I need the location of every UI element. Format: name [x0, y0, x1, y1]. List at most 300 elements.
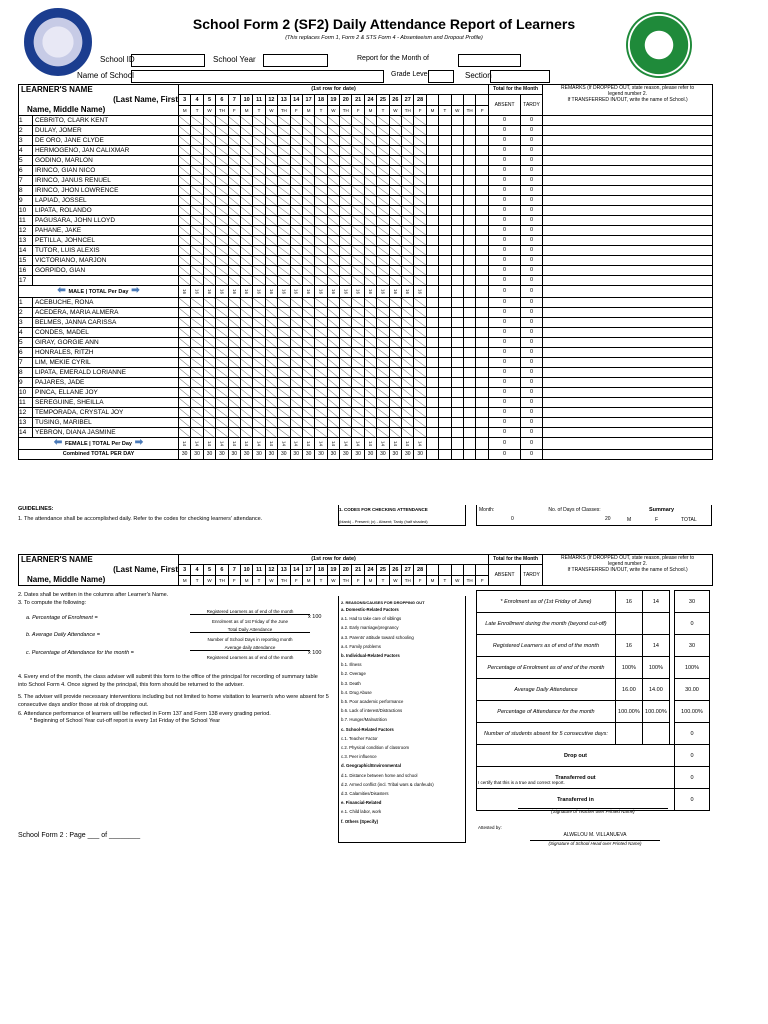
attendance-cell[interactable]: [228, 428, 240, 438]
attendance-cell[interactable]: [327, 328, 339, 338]
attendance-cell[interactable]: [476, 176, 489, 186]
attendance-cell[interactable]: [240, 206, 252, 216]
attendance-cell[interactable]: [265, 166, 277, 176]
remarks-cell[interactable]: [543, 156, 713, 166]
attendance-cell[interactable]: [203, 246, 215, 256]
attendance-cell[interactable]: [414, 166, 426, 176]
attendance-cell[interactable]: [414, 126, 426, 136]
attendance-cell[interactable]: [451, 266, 463, 276]
attendance-cell[interactable]: [352, 428, 364, 438]
attendance-cell[interactable]: [426, 246, 438, 256]
attendance-cell[interactable]: [265, 246, 277, 256]
remarks-cell[interactable]: [543, 176, 713, 186]
attendance-cell[interactable]: [265, 146, 277, 156]
remarks-cell[interactable]: [543, 136, 713, 146]
attendance-cell[interactable]: [364, 196, 376, 206]
attendance-cell[interactable]: [463, 136, 475, 146]
attendance-cell[interactable]: [216, 186, 228, 196]
attendance-cell[interactable]: [327, 408, 339, 418]
attendance-cell[interactable]: [216, 408, 228, 418]
attendance-cell[interactable]: [389, 328, 401, 338]
attendance-cell[interactable]: [402, 256, 414, 266]
attendance-cell[interactable]: [476, 378, 489, 388]
attendance-cell[interactable]: [278, 166, 290, 176]
attendance-cell[interactable]: [340, 226, 352, 236]
attendance-cell[interactable]: [315, 378, 327, 388]
attendance-cell[interactable]: [463, 226, 475, 236]
attendance-cell[interactable]: [302, 348, 314, 358]
attendance-cell[interactable]: [439, 388, 451, 398]
attendance-cell[interactable]: [402, 246, 414, 256]
attendance-cell[interactable]: [278, 246, 290, 256]
attendance-cell[interactable]: [302, 388, 314, 398]
attendance-cell[interactable]: [463, 276, 475, 286]
attendance-cell[interactable]: [253, 328, 265, 338]
attendance-cell[interactable]: [191, 166, 203, 176]
attendance-cell[interactable]: [315, 116, 327, 126]
attendance-cell[interactable]: [265, 126, 277, 136]
attendance-cell[interactable]: [439, 378, 451, 388]
attendance-cell[interactable]: [265, 256, 277, 266]
attendance-cell[interactable]: [340, 338, 352, 348]
remarks-cell[interactable]: [543, 428, 713, 438]
attendance-cell[interactable]: [451, 156, 463, 166]
attendance-cell[interactable]: [253, 206, 265, 216]
attendance-cell[interactable]: [240, 216, 252, 226]
attendance-cell[interactable]: [278, 428, 290, 438]
attendance-cell[interactable]: [426, 408, 438, 418]
attendance-cell[interactable]: [402, 176, 414, 186]
attendance-cell[interactable]: [179, 156, 191, 166]
attendance-cell[interactable]: [191, 298, 203, 308]
attendance-cell[interactable]: [439, 318, 451, 328]
attendance-cell[interactable]: [203, 398, 215, 408]
attendance-cell[interactable]: [302, 216, 314, 226]
attendance-cell[interactable]: [389, 256, 401, 266]
attendance-cell[interactable]: [253, 136, 265, 146]
attendance-cell[interactable]: [364, 136, 376, 146]
attendance-cell[interactable]: [377, 276, 389, 286]
remarks-cell[interactable]: [543, 246, 713, 256]
attendance-cell[interactable]: [463, 308, 475, 318]
attendance-cell[interactable]: [191, 126, 203, 136]
attendance-cell[interactable]: [402, 126, 414, 136]
attendance-cell[interactable]: [216, 226, 228, 236]
attendance-cell[interactable]: [179, 246, 191, 256]
attendance-cell[interactable]: [439, 298, 451, 308]
attendance-cell[interactable]: [265, 368, 277, 378]
attendance-cell[interactable]: [265, 216, 277, 226]
attendance-cell[interactable]: [302, 318, 314, 328]
attendance-cell[interactable]: [426, 226, 438, 236]
attendance-cell[interactable]: [364, 166, 376, 176]
remarks-cell[interactable]: [543, 398, 713, 408]
attendance-cell[interactable]: [377, 136, 389, 146]
attendance-cell[interactable]: [278, 378, 290, 388]
attendance-cell[interactable]: [439, 408, 451, 418]
attendance-cell[interactable]: [216, 318, 228, 328]
attendance-cell[interactable]: [265, 348, 277, 358]
attendance-cell[interactable]: [389, 298, 401, 308]
attendance-cell[interactable]: [426, 398, 438, 408]
attendance-cell[interactable]: [315, 256, 327, 266]
attendance-cell[interactable]: [327, 428, 339, 438]
attendance-cell[interactable]: [253, 398, 265, 408]
attendance-cell[interactable]: [228, 196, 240, 206]
attendance-cell[interactable]: [315, 236, 327, 246]
attendance-cell[interactable]: [315, 146, 327, 156]
attendance-cell[interactable]: [451, 126, 463, 136]
attendance-cell[interactable]: [240, 236, 252, 246]
attendance-cell[interactable]: [414, 266, 426, 276]
attendance-cell[interactable]: [352, 216, 364, 226]
attendance-cell[interactable]: [302, 418, 314, 428]
attendance-cell[interactable]: [389, 166, 401, 176]
attendance-cell[interactable]: [203, 348, 215, 358]
attendance-cell[interactable]: [179, 196, 191, 206]
attendance-cell[interactable]: [302, 236, 314, 246]
attendance-cell[interactable]: [179, 328, 191, 338]
attendance-cell[interactable]: [414, 318, 426, 328]
attendance-cell[interactable]: [426, 256, 438, 266]
attendance-cell[interactable]: [302, 298, 314, 308]
attendance-cell[interactable]: [278, 368, 290, 378]
attendance-cell[interactable]: [414, 398, 426, 408]
attendance-cell[interactable]: [228, 206, 240, 216]
attendance-cell[interactable]: [439, 328, 451, 338]
attendance-cell[interactable]: [377, 236, 389, 246]
attendance-cell[interactable]: [216, 236, 228, 246]
attendance-cell[interactable]: [463, 418, 475, 428]
attendance-cell[interactable]: [228, 126, 240, 136]
attendance-cell[interactable]: [377, 358, 389, 368]
attendance-cell[interactable]: [228, 388, 240, 398]
attendance-cell[interactable]: [216, 338, 228, 348]
attendance-cell[interactable]: [191, 216, 203, 226]
attendance-cell[interactable]: [265, 186, 277, 196]
attendance-cell[interactable]: [179, 236, 191, 246]
attendance-cell[interactable]: [240, 166, 252, 176]
attendance-cell[interactable]: [265, 266, 277, 276]
attendance-cell[interactable]: [265, 176, 277, 186]
attendance-cell[interactable]: [352, 308, 364, 318]
attendance-cell[interactable]: [228, 136, 240, 146]
attendance-cell[interactable]: [476, 298, 489, 308]
attendance-cell[interactable]: [216, 298, 228, 308]
attendance-cell[interactable]: [402, 146, 414, 156]
attendance-cell[interactable]: [340, 146, 352, 156]
attendance-cell[interactable]: [253, 428, 265, 438]
attendance-cell[interactable]: [216, 308, 228, 318]
attendance-cell[interactable]: [377, 166, 389, 176]
remarks-cell[interactable]: [543, 196, 713, 206]
attendance-cell[interactable]: [439, 338, 451, 348]
attendance-cell[interactable]: [216, 378, 228, 388]
attendance-cell[interactable]: [426, 418, 438, 428]
attendance-cell[interactable]: [414, 206, 426, 216]
attendance-cell[interactable]: [302, 358, 314, 368]
attendance-cell[interactable]: [179, 348, 191, 358]
attendance-cell[interactable]: [426, 348, 438, 358]
attendance-cell[interactable]: [377, 176, 389, 186]
attendance-cell[interactable]: [290, 186, 302, 196]
attendance-cell[interactable]: [414, 378, 426, 388]
attendance-cell[interactable]: [439, 216, 451, 226]
attendance-cell[interactable]: [290, 216, 302, 226]
attendance-cell[interactable]: [439, 368, 451, 378]
attendance-cell[interactable]: [377, 428, 389, 438]
attendance-cell[interactable]: [203, 308, 215, 318]
attendance-cell[interactable]: [191, 338, 203, 348]
attendance-cell[interactable]: [315, 328, 327, 338]
attendance-cell[interactable]: [439, 428, 451, 438]
remarks-cell[interactable]: [543, 378, 713, 388]
school-year-field[interactable]: [263, 54, 328, 67]
attendance-cell[interactable]: [179, 388, 191, 398]
attendance-cell[interactable]: [402, 166, 414, 176]
attendance-cell[interactable]: [364, 338, 376, 348]
attendance-cell[interactable]: [352, 378, 364, 388]
attendance-cell[interactable]: [340, 328, 352, 338]
attendance-cell[interactable]: [278, 266, 290, 276]
attendance-cell[interactable]: [389, 276, 401, 286]
attendance-cell[interactable]: [278, 298, 290, 308]
attendance-cell[interactable]: [179, 226, 191, 236]
attendance-cell[interactable]: [315, 368, 327, 378]
attendance-cell[interactable]: [278, 348, 290, 358]
attendance-cell[interactable]: [265, 418, 277, 428]
attendance-cell[interactable]: [240, 126, 252, 136]
attendance-cell[interactable]: [402, 318, 414, 328]
attendance-cell[interactable]: [203, 318, 215, 328]
attendance-cell[interactable]: [451, 256, 463, 266]
attendance-cell[interactable]: [426, 186, 438, 196]
attendance-cell[interactable]: [389, 428, 401, 438]
attendance-cell[interactable]: [476, 276, 489, 286]
attendance-cell[interactable]: [290, 408, 302, 418]
attendance-cell[interactable]: [191, 398, 203, 408]
attendance-cell[interactable]: [402, 298, 414, 308]
attendance-cell[interactable]: [240, 136, 252, 146]
attendance-cell[interactable]: [451, 226, 463, 236]
attendance-cell[interactable]: [179, 378, 191, 388]
attendance-cell[interactable]: [302, 136, 314, 146]
attendance-cell[interactable]: [203, 408, 215, 418]
attendance-cell[interactable]: [290, 388, 302, 398]
attendance-cell[interactable]: [179, 256, 191, 266]
attendance-cell[interactable]: [463, 236, 475, 246]
remarks-cell[interactable]: [543, 116, 713, 126]
attendance-cell[interactable]: [340, 256, 352, 266]
attendance-cell[interactable]: [315, 186, 327, 196]
attendance-cell[interactable]: [364, 368, 376, 378]
attendance-cell[interactable]: [364, 378, 376, 388]
attendance-cell[interactable]: [315, 408, 327, 418]
attendance-cell[interactable]: [179, 276, 191, 286]
attendance-cell[interactable]: [253, 196, 265, 206]
attendance-cell[interactable]: [377, 408, 389, 418]
attendance-cell[interactable]: [377, 398, 389, 408]
attendance-cell[interactable]: [216, 146, 228, 156]
school-name-field[interactable]: [131, 70, 384, 83]
attendance-cell[interactable]: [327, 236, 339, 246]
remarks-cell[interactable]: [543, 308, 713, 318]
attendance-cell[interactable]: [179, 398, 191, 408]
attendance-cell[interactable]: [414, 256, 426, 266]
attendance-cell[interactable]: [203, 166, 215, 176]
attendance-cell[interactable]: [203, 196, 215, 206]
attendance-cell[interactable]: [426, 116, 438, 126]
attendance-cell[interactable]: [191, 146, 203, 156]
attendance-cell[interactable]: [265, 236, 277, 246]
attendance-cell[interactable]: [463, 358, 475, 368]
attendance-cell[interactable]: [451, 378, 463, 388]
attendance-cell[interactable]: [315, 398, 327, 408]
attendance-cell[interactable]: [302, 338, 314, 348]
remarks-cell[interactable]: [543, 226, 713, 236]
attendance-cell[interactable]: [476, 156, 489, 166]
attendance-cell[interactable]: [389, 348, 401, 358]
attendance-cell[interactable]: [179, 428, 191, 438]
attendance-cell[interactable]: [265, 358, 277, 368]
attendance-cell[interactable]: [278, 196, 290, 206]
attendance-cell[interactable]: [253, 318, 265, 328]
attendance-cell[interactable]: [228, 216, 240, 226]
attendance-cell[interactable]: [302, 256, 314, 266]
attendance-cell[interactable]: [352, 126, 364, 136]
remarks-cell[interactable]: [543, 318, 713, 328]
attendance-cell[interactable]: [451, 236, 463, 246]
attendance-cell[interactable]: [253, 176, 265, 186]
attendance-cell[interactable]: [203, 136, 215, 146]
attendance-cell[interactable]: [377, 246, 389, 256]
attendance-cell[interactable]: [340, 186, 352, 196]
attendance-cell[interactable]: [265, 136, 277, 146]
attendance-cell[interactable]: [290, 398, 302, 408]
attendance-cell[interactable]: [463, 388, 475, 398]
attendance-cell[interactable]: [451, 338, 463, 348]
attendance-cell[interactable]: [290, 298, 302, 308]
attendance-cell[interactable]: [402, 226, 414, 236]
report-month-field[interactable]: [458, 54, 521, 67]
attendance-cell[interactable]: [439, 348, 451, 358]
attendance-cell[interactable]: [216, 428, 228, 438]
attendance-cell[interactable]: [439, 166, 451, 176]
attendance-cell[interactable]: [191, 116, 203, 126]
attendance-cell[interactable]: [203, 156, 215, 166]
attendance-cell[interactable]: [439, 308, 451, 318]
attendance-cell[interactable]: [439, 398, 451, 408]
attendance-cell[interactable]: [476, 308, 489, 318]
attendance-cell[interactable]: [302, 266, 314, 276]
attendance-cell[interactable]: [290, 256, 302, 266]
attendance-cell[interactable]: [476, 216, 489, 226]
attendance-cell[interactable]: [327, 338, 339, 348]
attendance-cell[interactable]: [302, 428, 314, 438]
attendance-cell[interactable]: [426, 318, 438, 328]
attendance-cell[interactable]: [228, 338, 240, 348]
attendance-cell[interactable]: [426, 156, 438, 166]
attendance-cell[interactable]: [290, 348, 302, 358]
attendance-cell[interactable]: [377, 298, 389, 308]
attendance-cell[interactable]: [364, 298, 376, 308]
attendance-cell[interactable]: [340, 136, 352, 146]
attendance-cell[interactable]: [290, 276, 302, 286]
attendance-cell[interactable]: [327, 116, 339, 126]
attendance-cell[interactable]: [191, 276, 203, 286]
attendance-cell[interactable]: [278, 338, 290, 348]
attendance-cell[interactable]: [426, 266, 438, 276]
attendance-cell[interactable]: [426, 388, 438, 398]
attendance-cell[interactable]: [216, 418, 228, 428]
attendance-cell[interactable]: [439, 156, 451, 166]
attendance-cell[interactable]: [278, 256, 290, 266]
attendance-cell[interactable]: [389, 216, 401, 226]
attendance-cell[interactable]: [340, 398, 352, 408]
attendance-cell[interactable]: [228, 358, 240, 368]
attendance-cell[interactable]: [476, 136, 489, 146]
remarks-cell[interactable]: [543, 206, 713, 216]
attendance-cell[interactable]: [265, 398, 277, 408]
attendance-cell[interactable]: [476, 358, 489, 368]
attendance-cell[interactable]: [315, 156, 327, 166]
remarks-cell[interactable]: [543, 216, 713, 226]
attendance-cell[interactable]: [463, 206, 475, 216]
attendance-cell[interactable]: [364, 246, 376, 256]
remarks-cell[interactable]: [543, 418, 713, 428]
attendance-cell[interactable]: [290, 146, 302, 156]
attendance-cell[interactable]: [203, 126, 215, 136]
attendance-cell[interactable]: [352, 256, 364, 266]
attendance-cell[interactable]: [414, 176, 426, 186]
attendance-cell[interactable]: [377, 318, 389, 328]
attendance-cell[interactable]: [389, 388, 401, 398]
attendance-cell[interactable]: [278, 186, 290, 196]
attendance-cell[interactable]: [179, 308, 191, 318]
attendance-cell[interactable]: [439, 206, 451, 216]
attendance-cell[interactable]: [191, 328, 203, 338]
attendance-cell[interactable]: [340, 298, 352, 308]
attendance-cell[interactable]: [327, 276, 339, 286]
attendance-cell[interactable]: [352, 146, 364, 156]
attendance-cell[interactable]: [414, 338, 426, 348]
attendance-cell[interactable]: [203, 206, 215, 216]
attendance-cell[interactable]: [364, 236, 376, 246]
attendance-cell[interactable]: [463, 146, 475, 156]
grade-level-field[interactable]: [428, 70, 454, 83]
attendance-cell[interactable]: [179, 136, 191, 146]
attendance-cell[interactable]: [179, 318, 191, 328]
attendance-cell[interactable]: [302, 156, 314, 166]
attendance-cell[interactable]: [439, 246, 451, 256]
attendance-cell[interactable]: [191, 186, 203, 196]
attendance-cell[interactable]: [414, 418, 426, 428]
attendance-cell[interactable]: [327, 418, 339, 428]
attendance-cell[interactable]: [203, 236, 215, 246]
attendance-cell[interactable]: [228, 348, 240, 358]
attendance-cell[interactable]: [278, 418, 290, 428]
attendance-cell[interactable]: [389, 398, 401, 408]
attendance-cell[interactable]: [451, 176, 463, 186]
attendance-cell[interactable]: [253, 216, 265, 226]
attendance-cell[interactable]: [476, 408, 489, 418]
attendance-cell[interactable]: [463, 216, 475, 226]
attendance-cell[interactable]: [191, 418, 203, 428]
attendance-cell[interactable]: [451, 308, 463, 318]
attendance-cell[interactable]: [402, 328, 414, 338]
school-id-field[interactable]: [131, 54, 205, 67]
attendance-cell[interactable]: [340, 388, 352, 398]
